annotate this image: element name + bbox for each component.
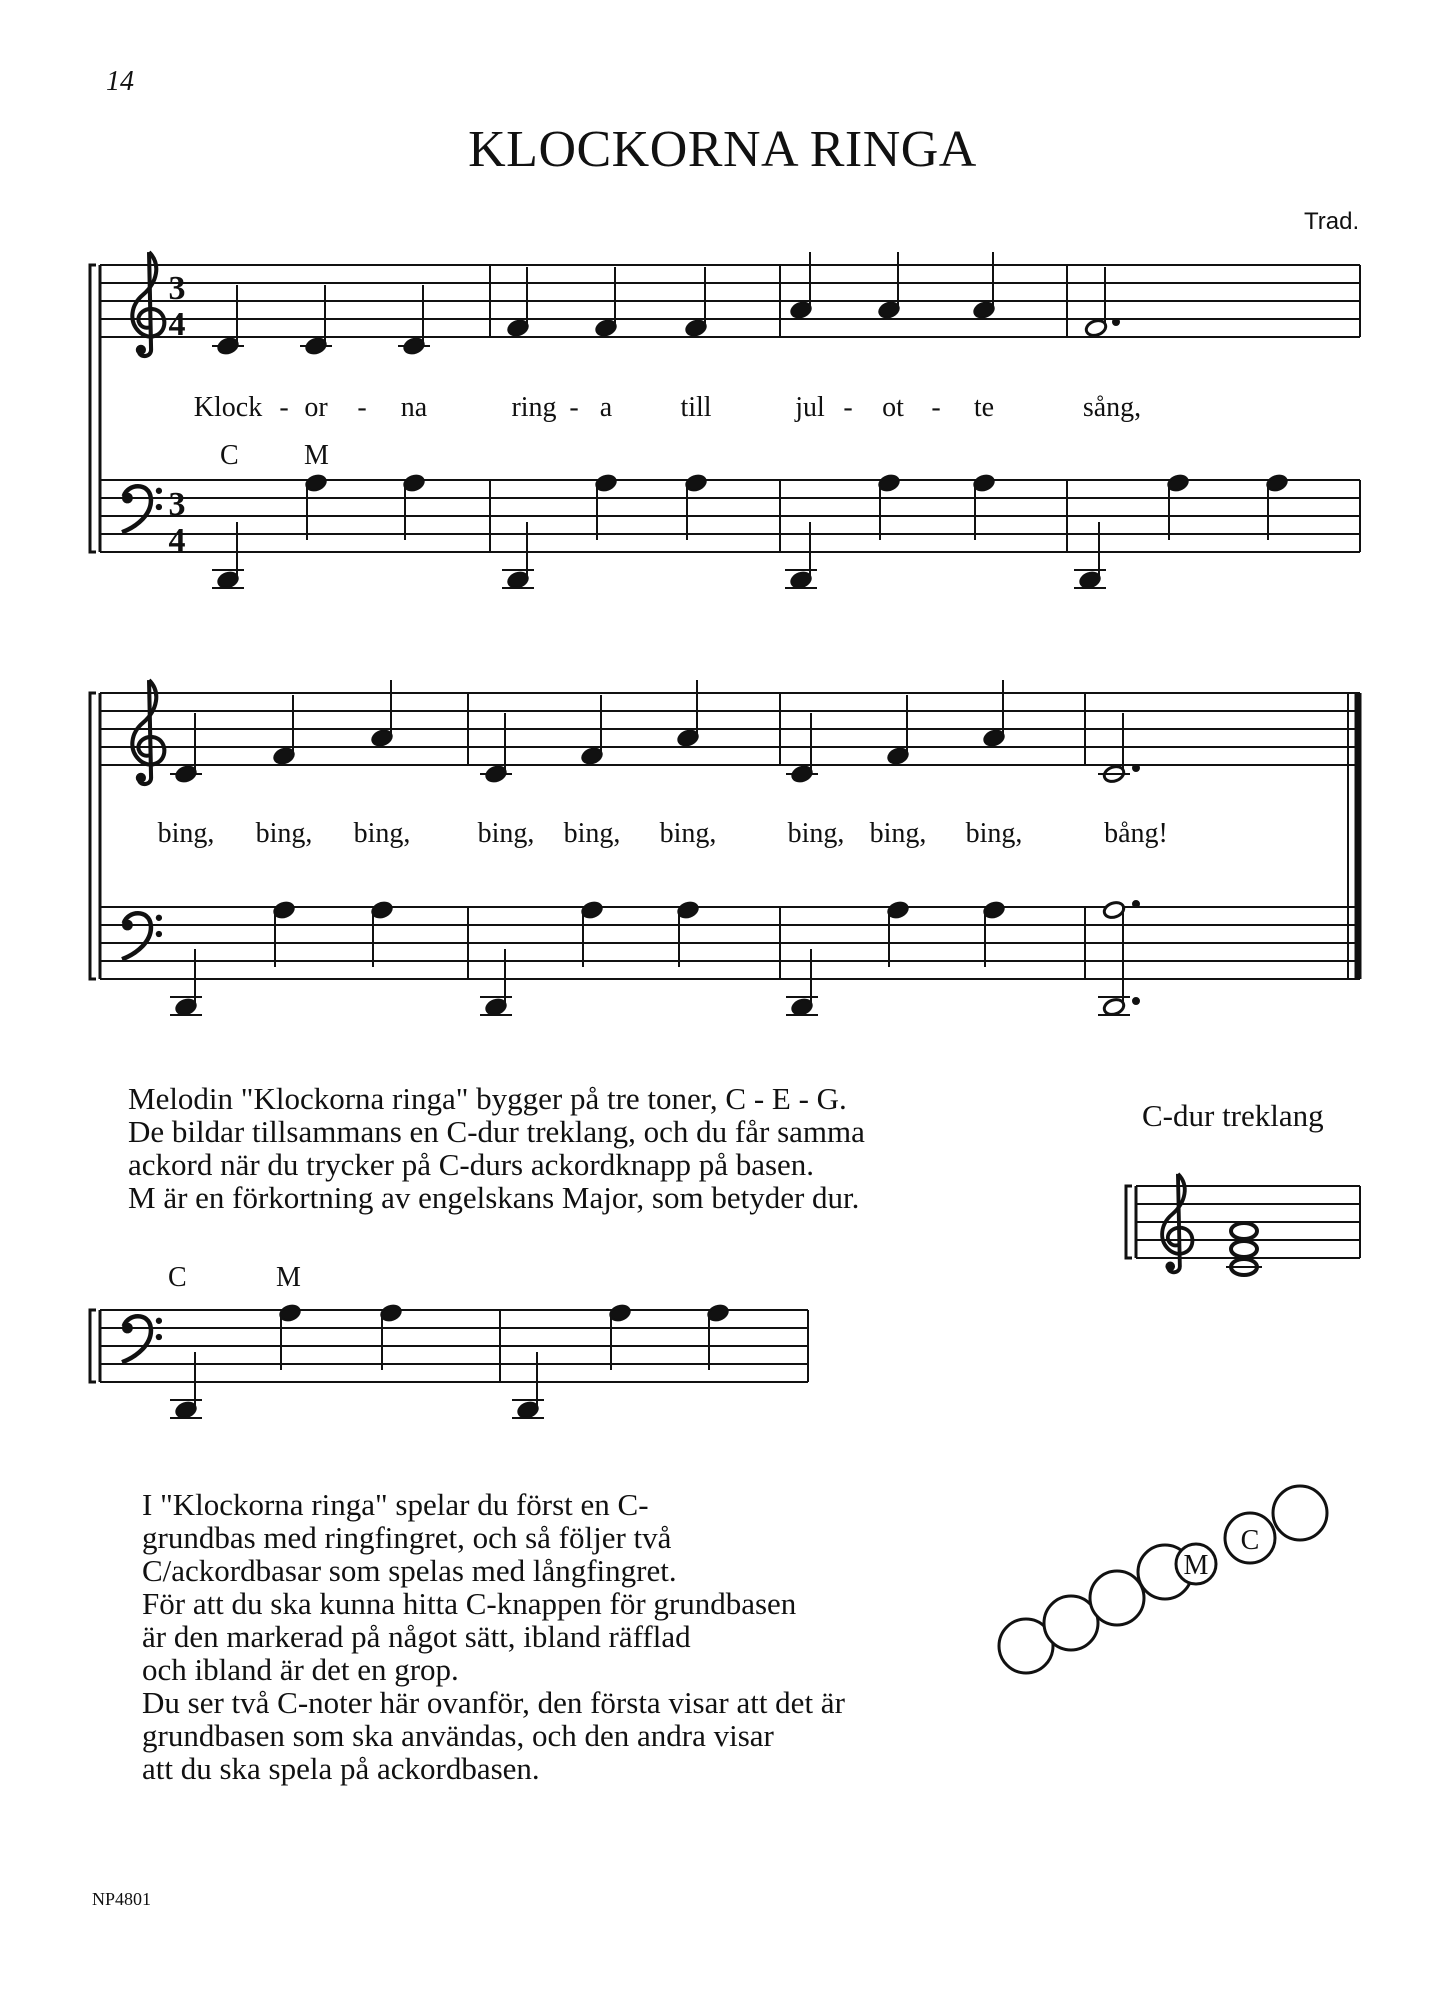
lyric-hyphen: -	[569, 392, 579, 423]
bass-example-notes	[170, 1303, 730, 1420]
text-line: är den markerad på något sätt, ibland räfflad	[142, 1619, 691, 1654]
treble-clef-icon	[132, 252, 164, 356]
page-number: 14	[106, 66, 134, 97]
lyric-syllable: Klock	[193, 392, 263, 423]
footer-catalog-code: NP4801	[92, 1889, 152, 1909]
lyric-syllable: till	[680, 392, 712, 423]
svg-text:3: 3	[168, 270, 186, 307]
lyric-syllable: bing,	[353, 818, 411, 849]
lyric-hyphen: -	[357, 392, 367, 423]
lyric-syllable: bing,	[157, 818, 215, 849]
lyric-syllable: bing,	[255, 818, 313, 849]
text-line: C/ackordbasar som spelas med långfingret.	[142, 1553, 677, 1588]
description-paragraph-1	[128, 1082, 865, 1214]
text-line: grundbasen som ska användas, och den andra visar	[142, 1718, 774, 1753]
text-line: I "Klockorna ringa" spelar du först en C-	[142, 1487, 649, 1522]
button-label-c: C	[1240, 1525, 1260, 1556]
chord-label-c: C	[220, 440, 239, 471]
text-line: Du ser två C-noter här ovanför, den första visar att det är	[142, 1685, 845, 1720]
bass-example-staff	[90, 1310, 808, 1382]
triad-notes	[1226, 1223, 1262, 1275]
text-line: och ibland är det en grop.	[142, 1652, 459, 1687]
lyric-hyphen: -	[843, 392, 853, 423]
lyric-syllable: or	[304, 392, 328, 423]
example-chord-label-c: C	[168, 1262, 187, 1293]
lyric-hyphen: -	[279, 392, 289, 423]
lyric-syllable: ot	[882, 392, 904, 423]
bass-notes-2	[170, 900, 1139, 1017]
text-line: De bildar tillsammans en C-dur treklang, och du får samma	[128, 1114, 865, 1149]
bass-clef-icon	[122, 913, 162, 959]
lyric-syllable: sång,	[1082, 392, 1142, 423]
page-title: KLOCKORNA RINGA	[468, 121, 977, 178]
bass-button	[1090, 1571, 1144, 1625]
lyric-hyphen: -	[931, 392, 941, 423]
text-line: grundbas med ringfingret, och så följer två	[142, 1520, 672, 1555]
button-label-m: M	[1183, 1550, 1209, 1581]
text-line: ackord när du trycker på C-durs ackordknapp på basen.	[128, 1147, 815, 1182]
lyric-syllable: na	[400, 392, 428, 423]
text-line: För att du ska kunna hitta C-knappen för grundbasen	[142, 1586, 797, 1621]
lyric-syllable: bing,	[659, 818, 717, 849]
lyric-syllable: a	[599, 392, 613, 423]
triad-caption: C-dur treklang	[1142, 1098, 1324, 1133]
time-signature	[169, 270, 186, 559]
lyric-syllable: bing,	[477, 818, 535, 849]
text-line: Melodin "Klockorna ringa" bygger på tre toner, C - E - G.	[128, 1081, 847, 1116]
text-line: M är en förkortning av engelskans Major, som betyder dur.	[128, 1180, 860, 1215]
lyric-syllable: bing,	[869, 818, 927, 849]
svg-text:3: 3	[168, 486, 186, 523]
lyric-syllable: ring	[511, 392, 557, 423]
svg-text:4: 4	[168, 522, 186, 559]
bass-clef-icon	[122, 486, 162, 532]
lyric-syllable: bing,	[965, 818, 1023, 849]
lyric-syllable: jul	[795, 392, 825, 423]
bass-button-diagram	[999, 1486, 1327, 1673]
description-paragraph-2	[142, 1488, 845, 1785]
lyric-syllable: bång!	[1104, 818, 1168, 849]
text-line: att du ska spela på ackordbasen.	[142, 1751, 540, 1786]
example-chord-label-m: M	[276, 1262, 301, 1293]
bass-notes-1	[212, 473, 1289, 590]
melody-notes-2	[170, 680, 1139, 784]
bass-button	[1273, 1486, 1327, 1540]
lyric-syllable: bing,	[563, 818, 621, 849]
lyric-syllable: te	[973, 392, 995, 423]
bass-clef-icon	[122, 1316, 162, 1362]
svg-text:4: 4	[168, 306, 186, 343]
composer-credit: Trad.	[1304, 208, 1360, 235]
treble-clef-icon	[132, 680, 164, 784]
melody-notes-1	[212, 252, 1119, 356]
chord-label-m: M	[304, 440, 329, 471]
lyric-syllable: bing,	[787, 818, 845, 849]
